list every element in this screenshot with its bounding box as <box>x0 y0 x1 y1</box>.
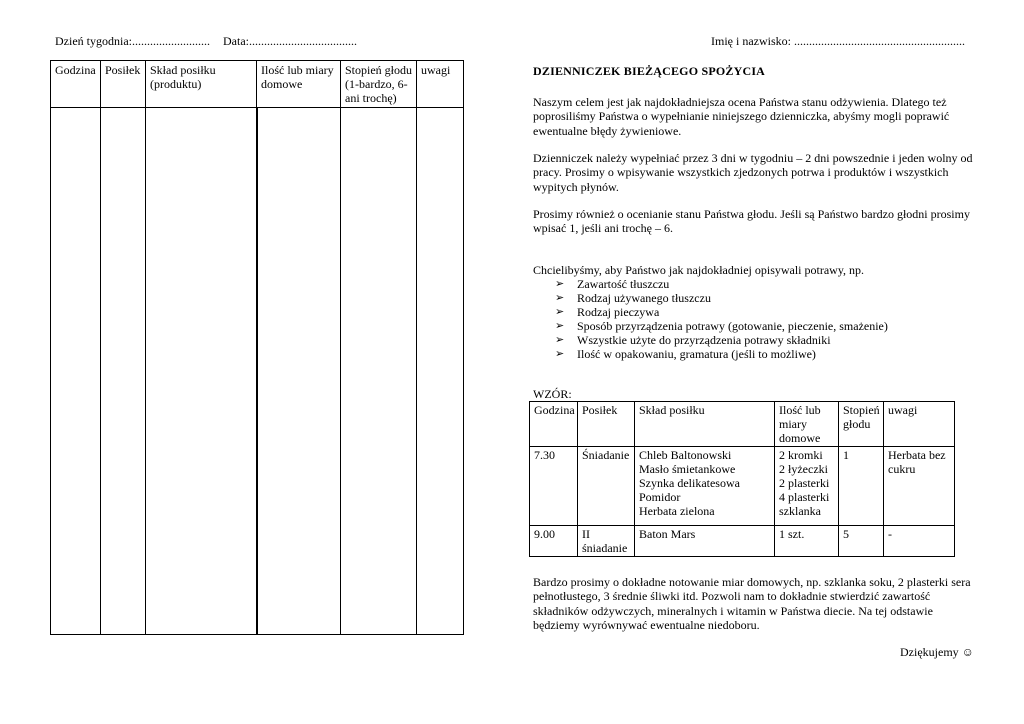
arrow-bullet-icon: ➢ <box>555 334 565 346</box>
diary-cell-notes[interactable] <box>417 108 464 635</box>
table-row <box>530 526 955 557</box>
list-item: ➢ Wszystkie użyte do przyrządzenia potrawy składniki <box>555 333 831 347</box>
sample-cell-amount: 2 kromki 2 łyżeczki 2 plasterki 4 plasterki szklanka <box>775 447 839 526</box>
sample-cell-composition: Chleb Baltonowski Masło śmietankowe Szynka delikatesowa Pomidor Herbata zielona <box>635 447 775 526</box>
diary-col-hunger: Stopień głodu (1-bardzo, 6-ani trochę) <box>341 61 417 108</box>
table-row <box>530 447 955 526</box>
diary-col-composition: Skład posiłku (produktu) <box>146 61 257 108</box>
sample-cell-notes: - <box>884 526 955 557</box>
sample-label: WZÓR: <box>533 387 572 401</box>
sample-cell-composition: Baton Mars <box>635 526 775 557</box>
diary-col-meal: Posiłek <box>101 61 146 108</box>
diary-cell-amount[interactable] <box>257 108 341 635</box>
diary-cell-meal[interactable] <box>101 108 146 635</box>
arrow-bullet-icon: ➢ <box>555 306 565 318</box>
diary-header-row <box>51 61 464 108</box>
thanks-note: Dziękujemy ☺ <box>900 645 974 659</box>
arrow-bullet-icon: ➢ <box>555 278 565 290</box>
sample-cell-amount: 1 szt. <box>775 526 839 557</box>
sample-table <box>529 401 955 557</box>
sample-cell-notes: Herbata bez cukru <box>884 447 955 526</box>
diary-entry-row[interactable] <box>51 108 464 635</box>
arrow-bullet-icon: ➢ <box>555 348 565 360</box>
sample-col-hunger: Stopień głodu <box>839 402 884 447</box>
date-field: Data:.................................... <box>223 34 357 48</box>
arrow-bullet-icon: ➢ <box>555 292 565 304</box>
list-item: ➢ Rodzaj pieczywa <box>555 305 660 319</box>
list-item: ➢ Ilość w opakowaniu, gramatura (jeśli to możliwe) <box>555 347 816 361</box>
diary-col-notes: uwagi <box>417 61 464 108</box>
diary-col-hour: Godzina <box>51 61 101 108</box>
sample-col-hour: Godzina <box>530 402 578 447</box>
page-title: DZIENNICZEK BIEŻĄCEGO SPOŻYCIA <box>533 64 766 78</box>
diary-col-amount: Ilość lub miary domowe <box>257 61 341 108</box>
sample-cell-hunger: 1 <box>839 447 884 526</box>
list-item: ➢ Sposób przyrządzenia potrawy (gotowanie, pieczenie, smażenie) <box>555 319 888 333</box>
list-item: ➢ Rodzaj używanego tłuszczu <box>555 291 711 305</box>
arrow-bullet-icon: ➢ <box>555 320 565 332</box>
diary-cell-hunger[interactable] <box>341 108 417 635</box>
list-item: ➢ Zawartość tłuszczu <box>555 277 670 291</box>
sample-cell-hour: 7.30 <box>530 447 578 526</box>
name-field: Imię i nazwisko: ......................................................... <box>711 34 965 48</box>
day-of-week-field: Dzień tygodnia:.......................... <box>55 34 210 48</box>
intro-paragraph: Naszym celem jest jak najdokładniejsza ocena Państwa stanu odżywienia. Dlatego też poprosiliśmy Państwa o wypełnianie niniejszego dzienniczka, abyśmy mogli poprawić ewentualne błędy żywieniowe. <box>533 95 950 138</box>
sample-header-row <box>530 402 955 447</box>
sample-col-composition: Skład posiłku <box>635 402 775 447</box>
diary-cell-hour[interactable] <box>51 108 101 635</box>
diary-table <box>50 60 464 635</box>
sample-col-amount: Ilość lub miary domowe <box>775 402 839 447</box>
hunger-paragraph: Prosimy również o ocenianie stanu Państwa głodu. Jeśli są Państwo bardzo głodni prosimy wpisać 1, jeśli ani trochę – 6. <box>533 207 970 236</box>
sample-cell-hour: 9.00 <box>530 526 578 557</box>
closing-paragraph: Bardzo prosimy o dokładne notowanie miar domowych, np. szklanka soku, 2 plasterki sera pełnotłustego, 3 średnie śliwki itd. Pozwoli nam to dokładnie stwierdzić zawartość składników odżywczych, mineralnych i witamin w Państwa diecie. Na tej odstawie będziemy wyrównywać ewentualne niedoboru. <box>533 575 971 632</box>
sample-cell-meal: Śniadanie <box>578 447 635 526</box>
instructions-paragraph: Dzienniczek należy wypełniać przez 3 dni w tygodniu – 2 dni powszednie i jeden wolny od pracy. Prosimy o wpisywanie wszystkich zjedzonych potrwa i produktów i wszystkich wypitych płynów. <box>533 151 973 194</box>
sample-cell-hunger: 5 <box>839 526 884 557</box>
sample-cell-meal: II śniadanie <box>578 526 635 557</box>
description-list <box>533 277 975 361</box>
sample-col-meal: Posiłek <box>578 402 635 447</box>
description-paragraph: Chcielibyśmy, aby Państwo jak najdokładniej opisywali potrawy, np. <box>533 263 865 277</box>
diary-cell-composition[interactable] <box>146 108 257 635</box>
sample-col-notes: uwagi <box>884 402 955 447</box>
